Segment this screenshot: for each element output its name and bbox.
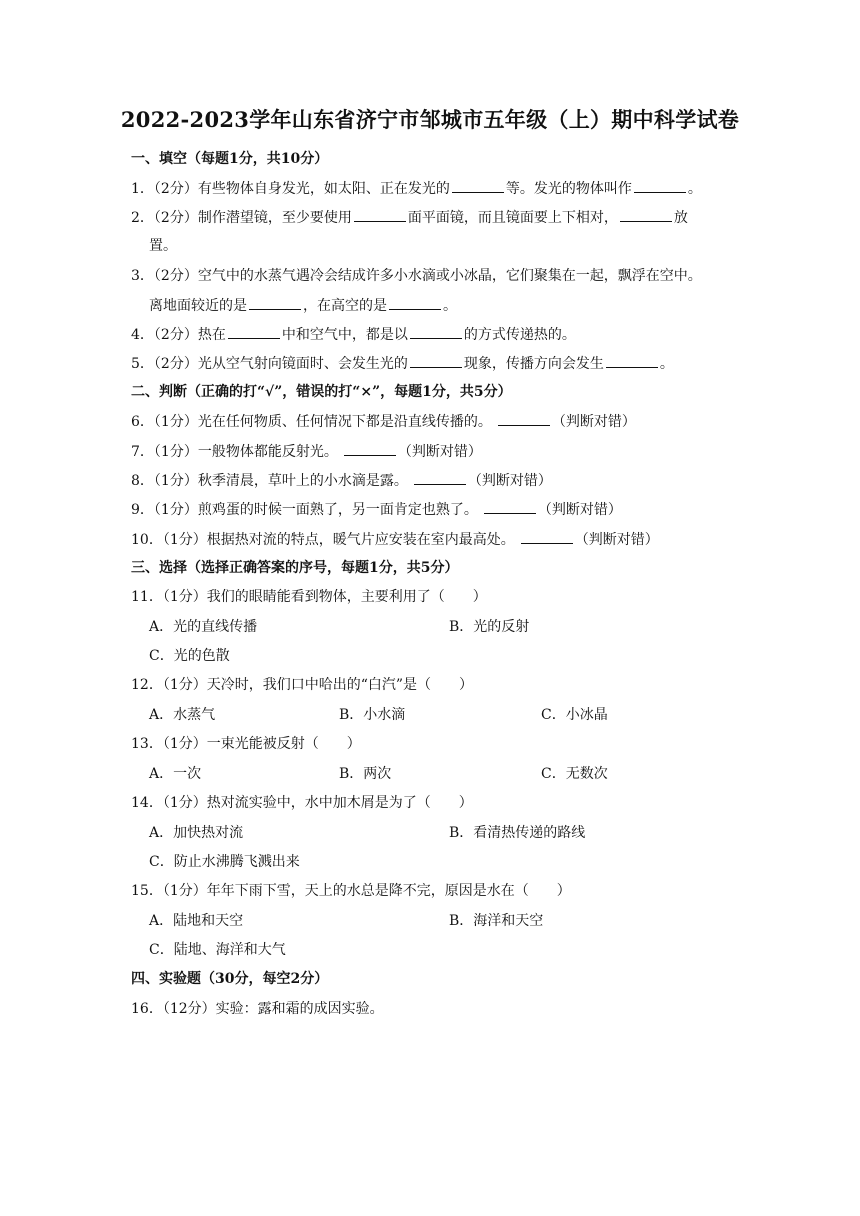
option-a: A．陆地和天空 xyxy=(149,913,244,929)
answer-blank xyxy=(606,353,658,368)
question-16: 16．（12分）实验：露和霜的成因实验。 xyxy=(131,1001,384,1017)
option-b: B．光的反射 xyxy=(449,619,530,635)
answer-blank xyxy=(634,178,686,193)
answer-blank xyxy=(410,353,462,368)
option-b: B．两次 xyxy=(339,766,392,782)
question-1: 1．（2分）有些物体自身发光，如太阳、正在发光的 等。发光的物体叫作 。 xyxy=(131,178,702,199)
question-15: 15．（1分）年年下雨下雪，天上的水总是降不完，原因是水在（ ） xyxy=(131,883,571,899)
question-12: 12．（1分）天冷时，我们口中哈出的“白汽”是（ ） xyxy=(131,677,474,693)
option-a: A．光的直线传播 xyxy=(149,619,258,635)
answer-blank xyxy=(410,324,462,339)
answer-blank xyxy=(414,470,466,485)
section-heading-fill: 一、填空（每题1分，共10分） xyxy=(131,151,329,167)
section-heading-choice: 三、选择（选择正确答案的序号，每题1分，共5分） xyxy=(131,560,459,576)
option-c: C．小冰晶 xyxy=(541,707,608,723)
answer-blank xyxy=(498,411,550,426)
option-a: A．加快热对流 xyxy=(149,825,244,841)
answer-blank xyxy=(389,295,441,310)
answer-blank xyxy=(452,178,504,193)
answer-blank xyxy=(620,207,672,222)
question-7: 7．（1分）一般物体都能反射光。 （判断对错） xyxy=(131,441,482,462)
option-b: B．海洋和天空 xyxy=(449,913,544,929)
option-a: A．水蒸气 xyxy=(149,707,216,723)
question-2-continuation: 置。 xyxy=(149,238,177,254)
question-10: 10．（1分）根据热对流的特点，暖气片应安装在室内最高处。 （判断对错） xyxy=(131,529,659,550)
answer-blank xyxy=(344,441,396,456)
section-heading-judge: 二、判断（正确的打“√”，错误的打“×”，每题1分，共5分） xyxy=(131,384,512,400)
question-3: 3．（2分）空气中的水蒸气遇冷会结成许多小水滴或小冰晶，它们聚集在一起，飘浮在空中。 xyxy=(131,268,702,284)
question-5: 5．（2分）光从空气射向镜面时、会发生光的 现象，传播方向会发生 。 xyxy=(131,353,674,374)
question-14: 14．（1分）热对流实验中，水中加木屑是为了（ ） xyxy=(131,795,473,811)
answer-blank xyxy=(228,324,280,339)
option-c: C．陆地、海洋和大气 xyxy=(149,942,286,958)
answer-blank xyxy=(484,499,536,514)
question-11: 11．（1分）我们的眼睛能看到物体，主要利用了（ ） xyxy=(131,589,487,605)
question-8: 8．（1分）秋季清晨，草叶上的小水滴是露。 （判断对错） xyxy=(131,470,552,491)
answer-blank xyxy=(521,529,573,544)
section-heading-experiment: 四、实验题（30分，每空2分） xyxy=(131,971,329,987)
answer-blank xyxy=(249,295,301,310)
option-a: A．一次 xyxy=(149,766,202,782)
question-4: 4．（2分）热在 中和空气中，都是以 的方式传递热的。 xyxy=(131,324,576,345)
answer-blank xyxy=(354,207,406,222)
option-c: C．无数次 xyxy=(541,766,608,782)
question-9: 9．（1分）煎鸡蛋的时候一面熟了，另一面肯定也熟了。 （判断对错） xyxy=(131,499,622,520)
option-c: C．防止水沸腾飞溅出来 xyxy=(149,854,300,870)
question-13: 13．（1分）一束光能被反射（ ） xyxy=(131,736,361,752)
page-title: 2022-2023学年山东省济宁市邹城市五年级（上）期中科学试卷 xyxy=(120,107,740,132)
question-2: 2．（2分）制作潜望镜，至少要使用 面平面镜，而且镜面要上下相对， 放 xyxy=(131,207,688,228)
option-b: B．小水滴 xyxy=(339,707,406,723)
option-b: B．看清热传递的路线 xyxy=(449,825,586,841)
question-6: 6．（1分）光在任何物质、任何情况下都是沿直线传播的。 （判断对错） xyxy=(131,411,636,432)
question-3-continuation: 离地面较近的是 ，在高空的是 。 xyxy=(149,295,457,316)
option-c: C．光的色散 xyxy=(149,648,230,664)
